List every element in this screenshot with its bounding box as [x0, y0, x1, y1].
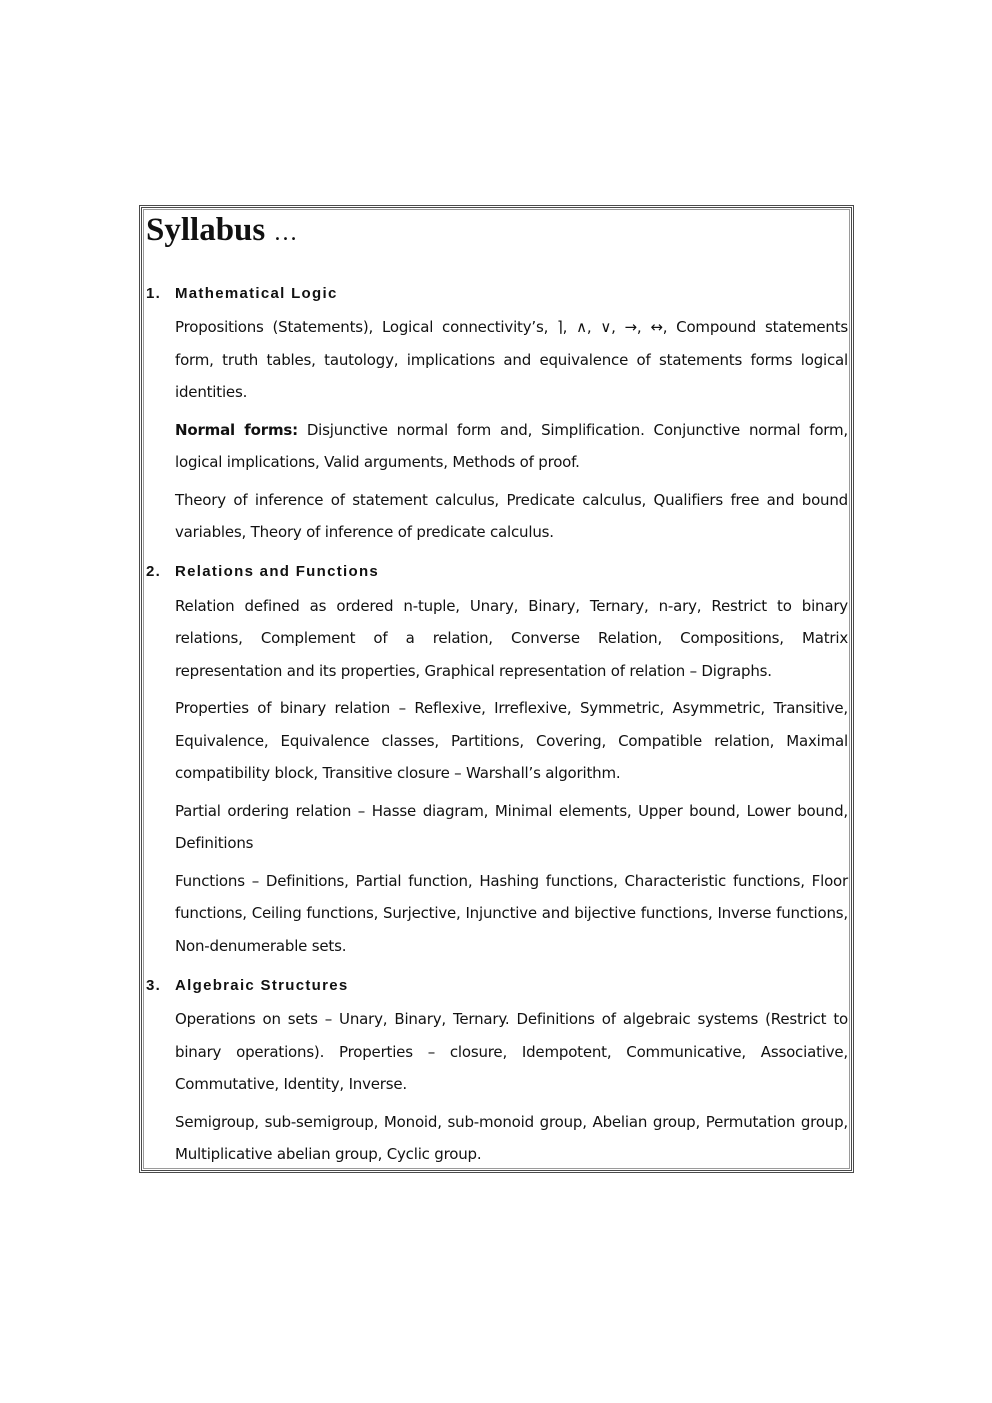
section-number: 1.: [146, 284, 162, 302]
paragraph-normal-forms: [175, 414, 848, 479]
normal-forms-text: Disjunctive normal form and, Simplification. Conjunctive normal form, logical implications, Valid arguments, Methods of proof.: [175, 420, 848, 471]
paragraph: Properties of binary relation – Reflexive, Irreflexive, Symmetric, Asymmetric, Transitive, Equivalence, Equivalence classes, Partitions, Covering, Compatible relation, Maximal compatibility block, Transitive closure – Warshall’s algorithm.: [175, 699, 848, 782]
syllabus-content: [146, 275, 848, 1176]
section-heading-relations-and-functions: [146, 554, 848, 590]
section-heading-algebraic-structures: [146, 967, 848, 1003]
section-title: Relations and Functions: [175, 563, 380, 580]
paragraph: Semigroup, sub-semigroup, Monoid, sub-monoid group, Abelian group, Permutation group, Multiplicative abelian group, Cyclic group.: [175, 1112, 848, 1163]
paragraph: Functions – Definitions, Partial function, Hashing functions, Characteristic functions, Floor functions, Ceiling functions, Surjective, Injunctive and bijective functions, Inverse functions, Non-denumerable sets.: [175, 871, 848, 955]
paragraph: Propositions (Statements), Logical connectivity’s, ⌉, ∧, ∨, →, ↔, Compound statements form, truth tables, tautology, implications and equivalence of statements forms logical identities.: [175, 318, 848, 401]
paragraph: Operations on sets – Unary, Binary, Ternary. Definitions of algebraic systems (Restrict to binary operations). Properties – closure, Idempotent, Communicative, Associative, Commutative, Identity, Inverse.: [175, 1010, 848, 1093]
paragraph: Partial ordering relation – Hasse diagram, Minimal elements, Upper bound, Lower bound, Definitions: [175, 801, 848, 852]
normal-forms-label: Normal forms:: [175, 420, 298, 439]
paragraph: Relation defined as ordered n-tuple, Unary, Binary, Ternary, n-ary, Restrict to binary relations, Complement of a relation, Converse Relation, Compositions, Matrix representation and its properties, Graphical representation of relation – Digraphs.: [175, 596, 848, 680]
section-number: 3.: [146, 976, 162, 994]
section-title: Mathematical Logic: [175, 284, 338, 302]
section-number: 2.: [146, 563, 162, 580]
page-title: Syllabus …: [146, 212, 298, 248]
section-heading-mathematical-logic: [146, 275, 848, 311]
paragraph: Theory of inference of statement calculus, Predicate calculus, Qualifiers free and bound variables, Theory of inference of predicate calculus.: [175, 490, 848, 541]
section-title: Algebraic Structures: [175, 976, 349, 994]
